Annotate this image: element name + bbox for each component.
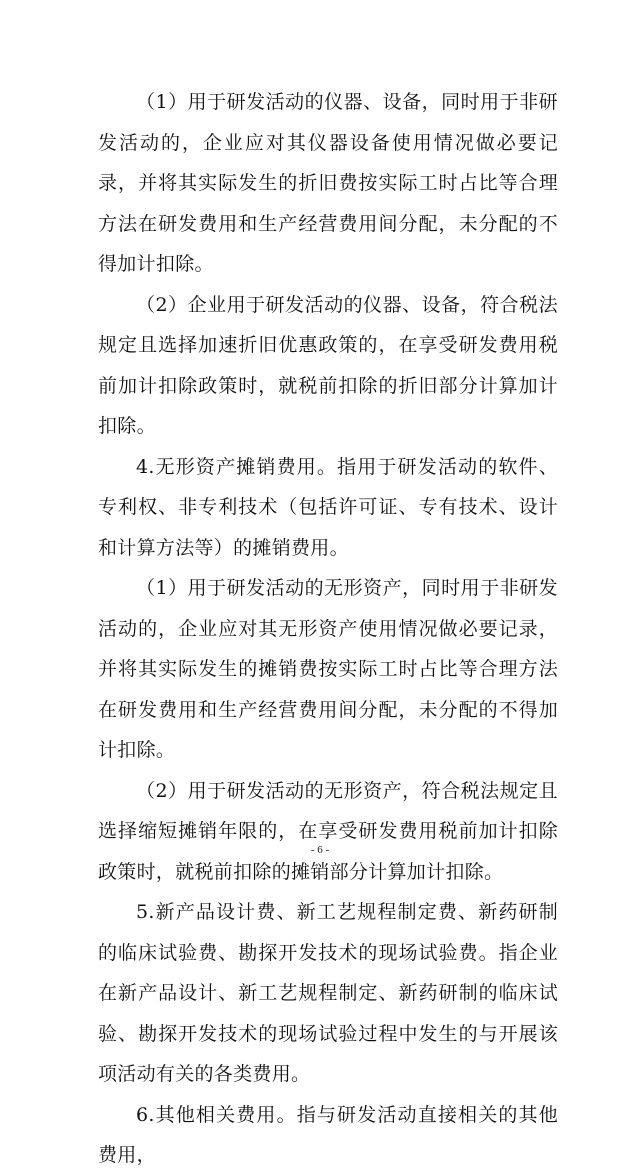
document-body [98,82,558,1176]
paragraph-equipment-accelerated-depreciation: （2）企业用于研发活动的仪器、设备，符合税法规定且选择加速折旧优惠政策的，在享受研发费用税前加计扣除政策时，就税前扣除的折旧部分计算加计扣除。 [98,293,558,437]
page-number: - 6 - [310,844,330,856]
paragraph-intangible-shortened-amortization: （2）用于研发活动的无形资产，符合税法规定且选择缩短摊销年限的，在享受研发费用税前加计扣除政策时，就税前扣除的摊销部分计算加计扣除。 [98,779,558,883]
paragraph-intangible-shared-use: （1）用于研发活动的无形资产，同时用于非研发活动的，企业应对其无形资产使用情况做必要记录，并将其实际发生的摊销费按实际工时占比等合理方法在研发费用和生产经营费用间分配，未分配的不得加计扣除。 [98,577,558,761]
paragraph-equipment-shared-use: （1）用于研发活动的仪器、设备，同时用于非研发活动的，企业应对其仪器设备使用情况做必要记录，并将其实际发生的折旧费按实际工时占比等合理方法在研发费用和生产经营费用间分配，未分配的不得加计扣除。 [98,91,558,275]
paragraph-new-product-design-fees: 5.新产品设计费、新工艺规程制定费、新药研制的临床试验费、勘探开发技术的现场试验费。指企业在新产品设计、新工艺规程制定、新药研制的临床试验、勘探开发技术的现场试验过程中发生的与开展该项活动有关的各类费用。 [98,901,558,1085]
paragraph-other-related-fees: 6.其他相关费用。指与研发活动直接相关的其他费用， [98,1103,558,1166]
paragraph-intangible-amortization: 4.无形资产摊销费用。指用于研发活动的软件、专利权、非专利技术（包括许可证、专有技术、设计和计算方法等）的摊销费用。 [98,455,558,559]
